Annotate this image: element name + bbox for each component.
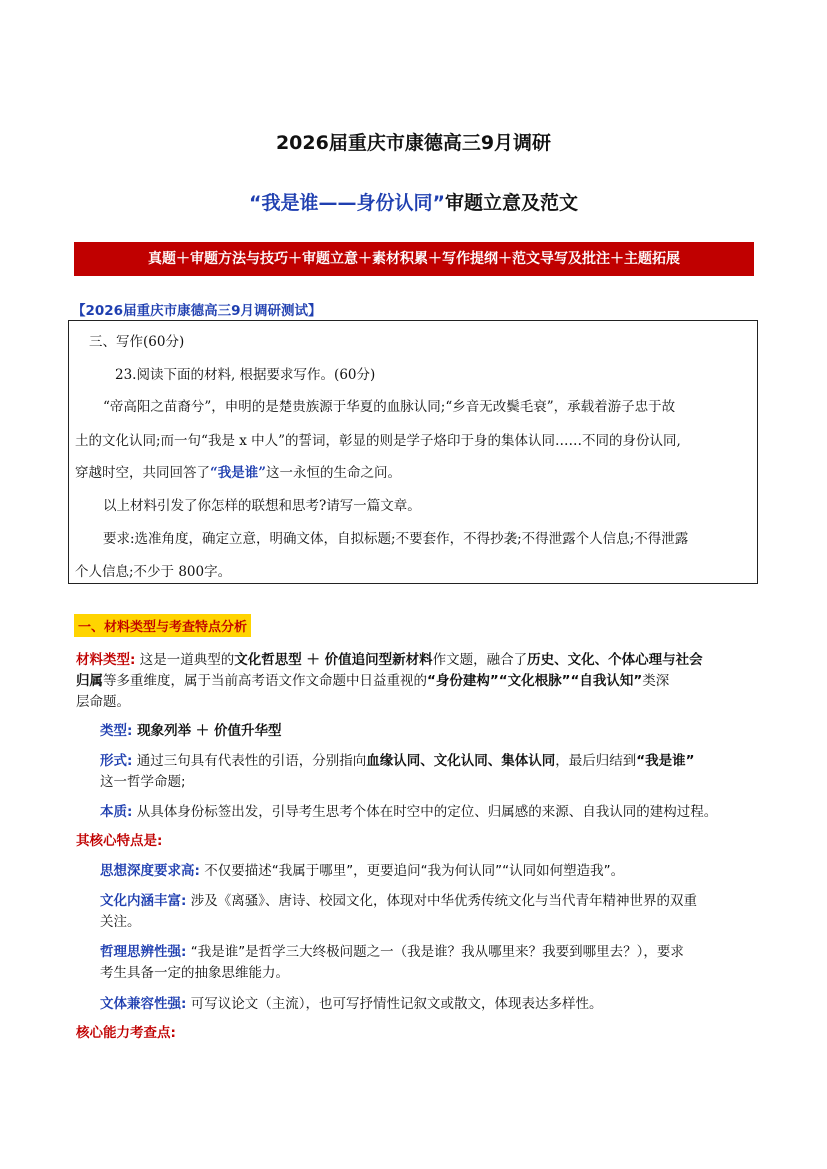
requirement-line-2: 个人信息;不少于 800字。 [75,564,232,580]
subtitle-quote: “我是谁——身份认同” [249,192,445,214]
material-line-1: “帝高阳之苗裔兮”，申明的是楚贵族源于华夏的血脉认同;“乡音无改鬓毛衰”，承载着游子忠于故 [103,399,676,415]
material-type-paragraph: 材料类型: 这是一道典型的文化哲思型 ＋ 价值追问型新材料作文题，融合了历史、文化、个体心理与社会 归属等多重维度，属于当前高考语文作文命题中日益重视的“身份建构”“文化根脉”“自我认知”类深 层命题。 [76,652,703,710]
feature-philosophy: 哲理思辨性强: “我是谁”是哲学三大终极问题之一（我是谁？我从哪里来？我要到哪里去？），要求 考生具备一定的抽象思维能力。 [100,944,684,981]
form-paragraph: 形式: 通过三句具有代表性的引语，分别指向血缘认同、文化认同、集体认同，最后归结到“我是谁” 这一哲学命题; [100,753,695,790]
material-line-3a: 穿越时空，共同回答了 [75,465,210,481]
requirement-line-1: 要求:选准角度，确定立意，明确文体，自拟标题;不要套作，不得抄袭;不得泄露个人信息;不得泄露 [103,531,689,547]
writing-prompt: 以上材料引发了你怎样的联想和思考?请写一篇文章。 [103,498,421,514]
question-number: 23.阅读下面的材料, 根据要求写作。(60分) [115,367,376,383]
section-heading-analysis: 一、材料类型与考查特点分析 [74,614,251,637]
essence-line: 本质: 从具体身份标签出发，引导考生思考个体在时空中的定位、归属感的来源、自我认同的建构过程。 [100,804,718,820]
feature-culture: 文化内涵丰富: 涉及《离骚》、唐诗、校园文化，体现对中华优秀传统文化与当代青年精神世界的双重 关注。 [100,893,697,930]
document-title: 2026届重庆市康德高三9月调研 [275,132,552,154]
question-box [68,320,758,584]
material-line-3c: 这一永恒的生命之问。 [266,465,402,481]
feature-genre: 文体兼容性强: 可写议论文（主流），也可写抒情性记叙文或散文，体现表达多样性。 [100,996,603,1012]
core-features-heading: 其核心特点是: [76,833,163,849]
kind-line: 类型: 现象列举 ＋ 价值升华型 [100,723,282,739]
material-line-2: 土的文化认同;而一句“我是 x 中人”的誓词，彰显的则是学子烙印于身的集体认同……不同的身份认同, [75,433,681,449]
subtitle-rest: 审题立意及范文 [444,192,578,214]
material-line-3 [75,461,401,481]
contents-banner: 真题＋审题方法与技巧＋审题立意＋素材积累＋写作提纲＋范文导写及批注＋主题拓展 [74,242,754,276]
who-am-i-quote: “我是谁” [210,465,267,481]
exam-heading: 【2026届重庆市康德高三9月调研测试】 [72,303,322,319]
document-subtitle [0,188,827,215]
core-ability-heading: 核心能力考查点: [76,1025,176,1041]
writing-section: 三、写作(60分) [89,334,185,350]
feature-depth: 思想深度要求高: 不仅要描述“我属于哪里”，更要追问“我为何认同”“认同如何塑造我”。 [100,863,625,879]
